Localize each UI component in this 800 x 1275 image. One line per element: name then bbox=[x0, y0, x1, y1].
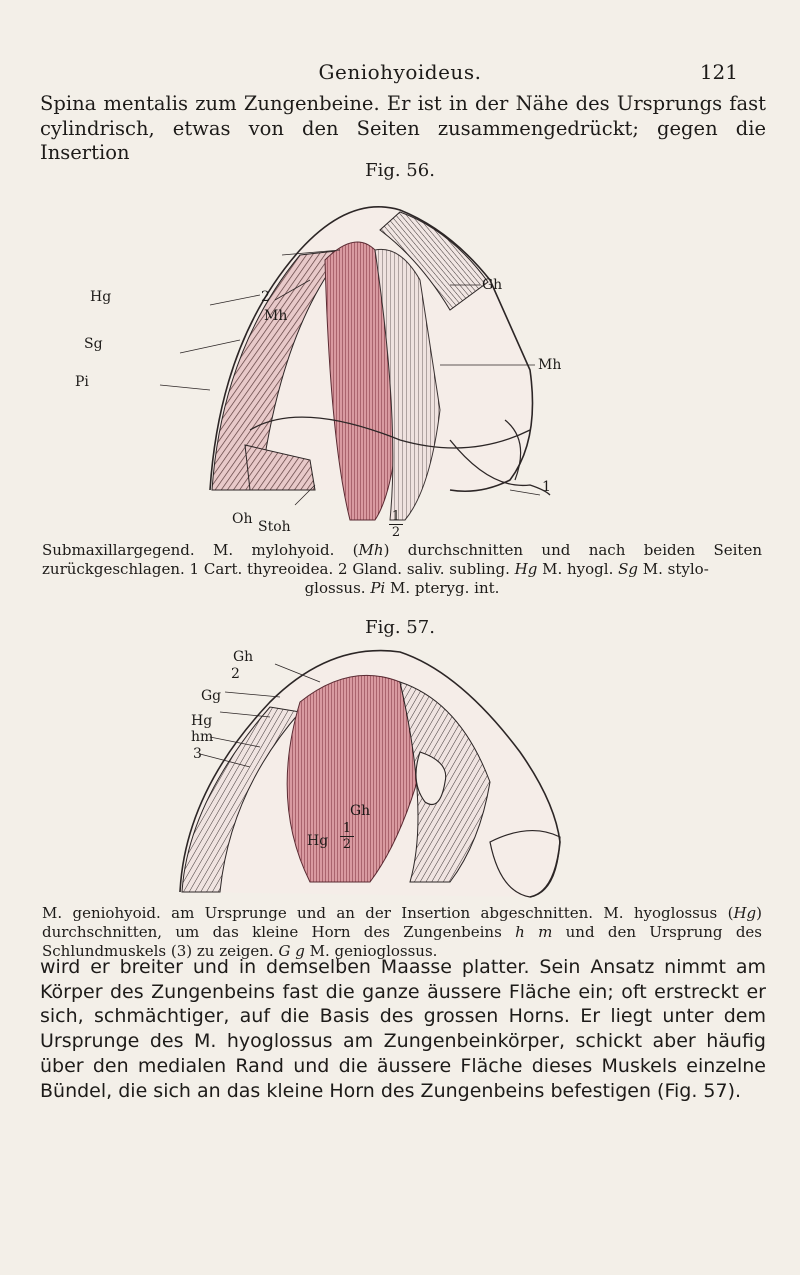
label-mh-top: Mh bbox=[264, 308, 288, 324]
label-hm: hm bbox=[191, 729, 214, 745]
running-title: Geniohyoideus. bbox=[318, 60, 482, 84]
fraction-denominator-57: 2 bbox=[342, 837, 352, 852]
figure-56-label: Fig. 56. bbox=[365, 160, 435, 181]
label-hg-bottom: Hg bbox=[307, 833, 329, 849]
label-pi: Pi bbox=[75, 374, 89, 390]
figure-57-label: Fig. 57. bbox=[365, 617, 435, 638]
intro-line-1: Spina mentalis zum Zungenbeine. Er ist in der Nähe des Ursprungs fast bbox=[40, 92, 766, 115]
label-mh-right: Mh bbox=[538, 357, 562, 373]
intro-line-2: cylindrisch, etwas von den Seiten zusammengedrückt; gegen die Insertion bbox=[40, 116, 766, 164]
label-hg: Hg bbox=[90, 289, 112, 305]
running-head bbox=[0, 60, 800, 88]
label-2-57: 2 bbox=[231, 666, 240, 682]
label-hg-57: Hg bbox=[191, 713, 213, 729]
body-paragraph: wird er breiter und in demselben Maasse platter. Sein Ansatz nimmt am Körper des Zungenbeins fast die ganze äussere Fläche ein; oft erstreckt er sich, schmächtiger, auf die Basis des grossen Horns. Er liegt unter dem Ursprunge des M. hyoglossus am Zungenbeinkörper, schickt aber häufig über den medialen Rand und die äussere Fläche dieses Muskels einzelne Bündel, die sich an das kleine Horn des Zungenbeins befestigen (Fig. 57). bbox=[40, 956, 766, 1102]
figure-57-caption: M. geniohyoid. am Ursprunge und an der Insertion abgeschnitten. M. hyoglossus (Hg) durchschnitten, um das kleine Horn des Zungenbeins h m und den Ursprung des Schlundmuskels (3) zu zeigen. G g M. genioglossus. bbox=[42, 904, 762, 960]
label-stoh: Stoh bbox=[258, 519, 291, 535]
page-number: 121 bbox=[699, 60, 738, 84]
intro-paragraph bbox=[40, 92, 766, 166]
label-gh-top: Gh bbox=[233, 649, 254, 665]
figure-56-illustration bbox=[150, 190, 590, 540]
label-gh-center: Gh bbox=[350, 803, 371, 819]
label-gg: Gg bbox=[201, 688, 222, 704]
label-3: 3 bbox=[193, 746, 202, 762]
figure-56 bbox=[75, 190, 590, 540]
label-2: 2 bbox=[261, 289, 270, 305]
scale-fraction bbox=[389, 510, 403, 539]
figure-57-illustration bbox=[160, 642, 600, 898]
fraction-numerator-57: 1 bbox=[342, 821, 352, 836]
fraction-numerator: 1 bbox=[391, 509, 401, 524]
label-1: 1 bbox=[542, 479, 551, 495]
fraction-denominator: 2 bbox=[391, 525, 401, 540]
label-sg: Sg bbox=[84, 336, 103, 352]
scale-fraction-57 bbox=[340, 822, 354, 851]
figure-57 bbox=[160, 642, 600, 898]
label-oh: Oh bbox=[232, 511, 253, 527]
label-gh: Gh bbox=[482, 277, 503, 293]
figure-56-caption: Submaxillargegend. M. mylohyoid. (Mh) durchschnitten und nach beiden Seiten zurückgeschlagen. 1 Cart. thyreoidea. 2 Gland. saliv. subling. Hg M. hyogl. Sg M. stylo- glossus. Pi M. pteryg. int. bbox=[42, 541, 762, 597]
